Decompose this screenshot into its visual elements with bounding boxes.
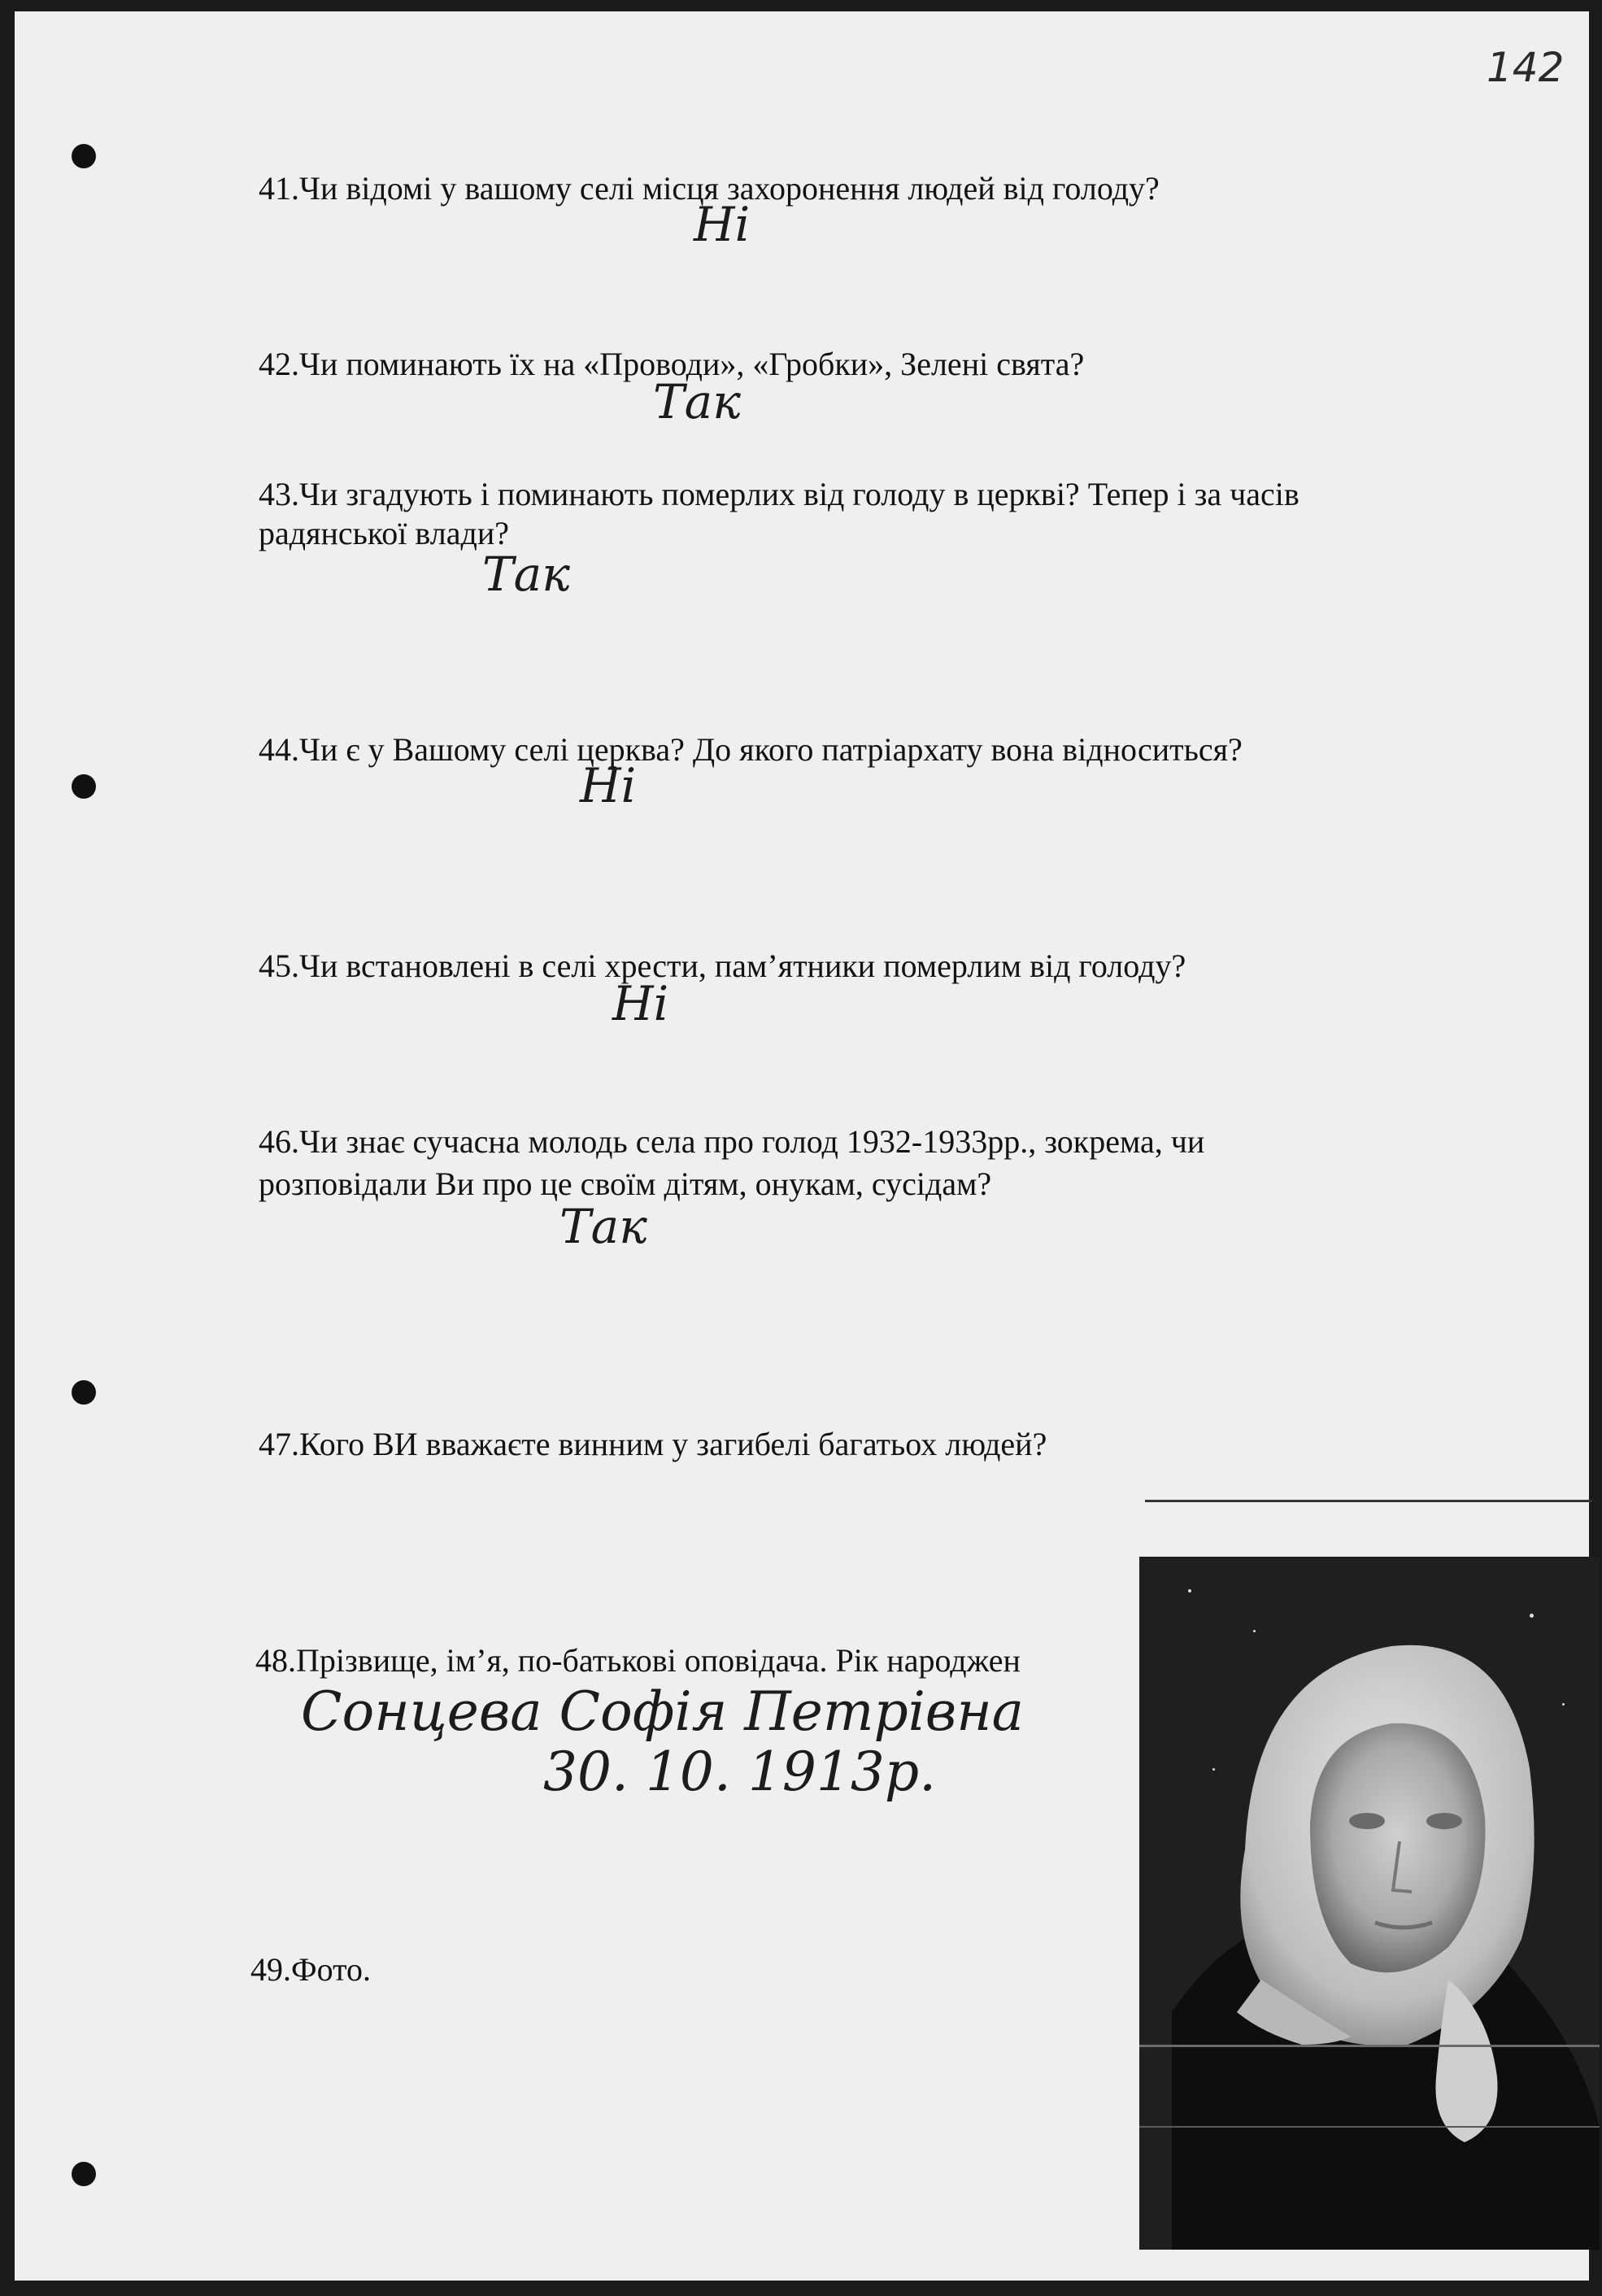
answer-42: Так: [653, 374, 741, 429]
portrait-image: [1139, 1557, 1600, 2250]
narrator-name: Сонцева Софія Петрівна: [301, 1680, 1025, 1743]
document-page: [15, 11, 1589, 2281]
page-number: 142: [1487, 44, 1565, 91]
question-45: 45.Чи встановлені в селі хрести, пам’ятники померлим від голоду?: [259, 948, 1186, 984]
question-43: 43.Чи згадують і поминають померлих від голоду в церкві? Тепер і за часів: [259, 476, 1299, 512]
question-44: 44.Чи є у Вашому селі церква? До якого патріархату вона відноситься?: [259, 731, 1243, 768]
photo-speck: [1253, 1630, 1256, 1632]
question-41: 41.Чи відомі у вашому селі місця захоронення людей від голоду?: [259, 170, 1160, 207]
question-43-line2: радянської влади?: [259, 515, 510, 551]
question-49: 49.Фото.: [250, 1951, 372, 1988]
punch-hole: [72, 774, 96, 799]
punch-hole: [72, 1380, 96, 1405]
answer-46: Так: [559, 1199, 647, 1254]
punch-hole: [72, 2162, 96, 2186]
photo-speck: [1530, 1614, 1534, 1618]
answer-41: Ні: [694, 197, 751, 252]
answer-43: Так: [482, 547, 570, 602]
photo-speck: [1188, 1589, 1191, 1592]
answer-44: Ні: [580, 758, 637, 813]
question-47: 47.Кого ВИ вважаєте винним у загибелі багатьох людей?: [259, 1426, 1047, 1462]
photo-speck: [1562, 1703, 1565, 1706]
question-48: 48.Прізвище, ім’я, по-батькові оповідача. Рік народжен: [255, 1642, 1021, 1679]
question-46-line2: розповідали Ви про це своїм дітям, онукам, сусідам?: [259, 1165, 992, 1202]
question-42: 42.Чи поминають їх на «Проводи», «Гробки», Зелені свята?: [259, 346, 1085, 382]
photo-speck: [1212, 1768, 1215, 1771]
question-46: 46.Чи знає сучасна молодь села про голод 1932-1933рр., зокрема, чи: [259, 1123, 1205, 1160]
answer-45: Ні: [612, 976, 669, 1031]
punch-hole: [72, 144, 96, 168]
birth-date: 30. 10. 1913р.: [543, 1741, 937, 1803]
narrator-photo: [1139, 1557, 1600, 2250]
answer-line: [1145, 1500, 1592, 1502]
